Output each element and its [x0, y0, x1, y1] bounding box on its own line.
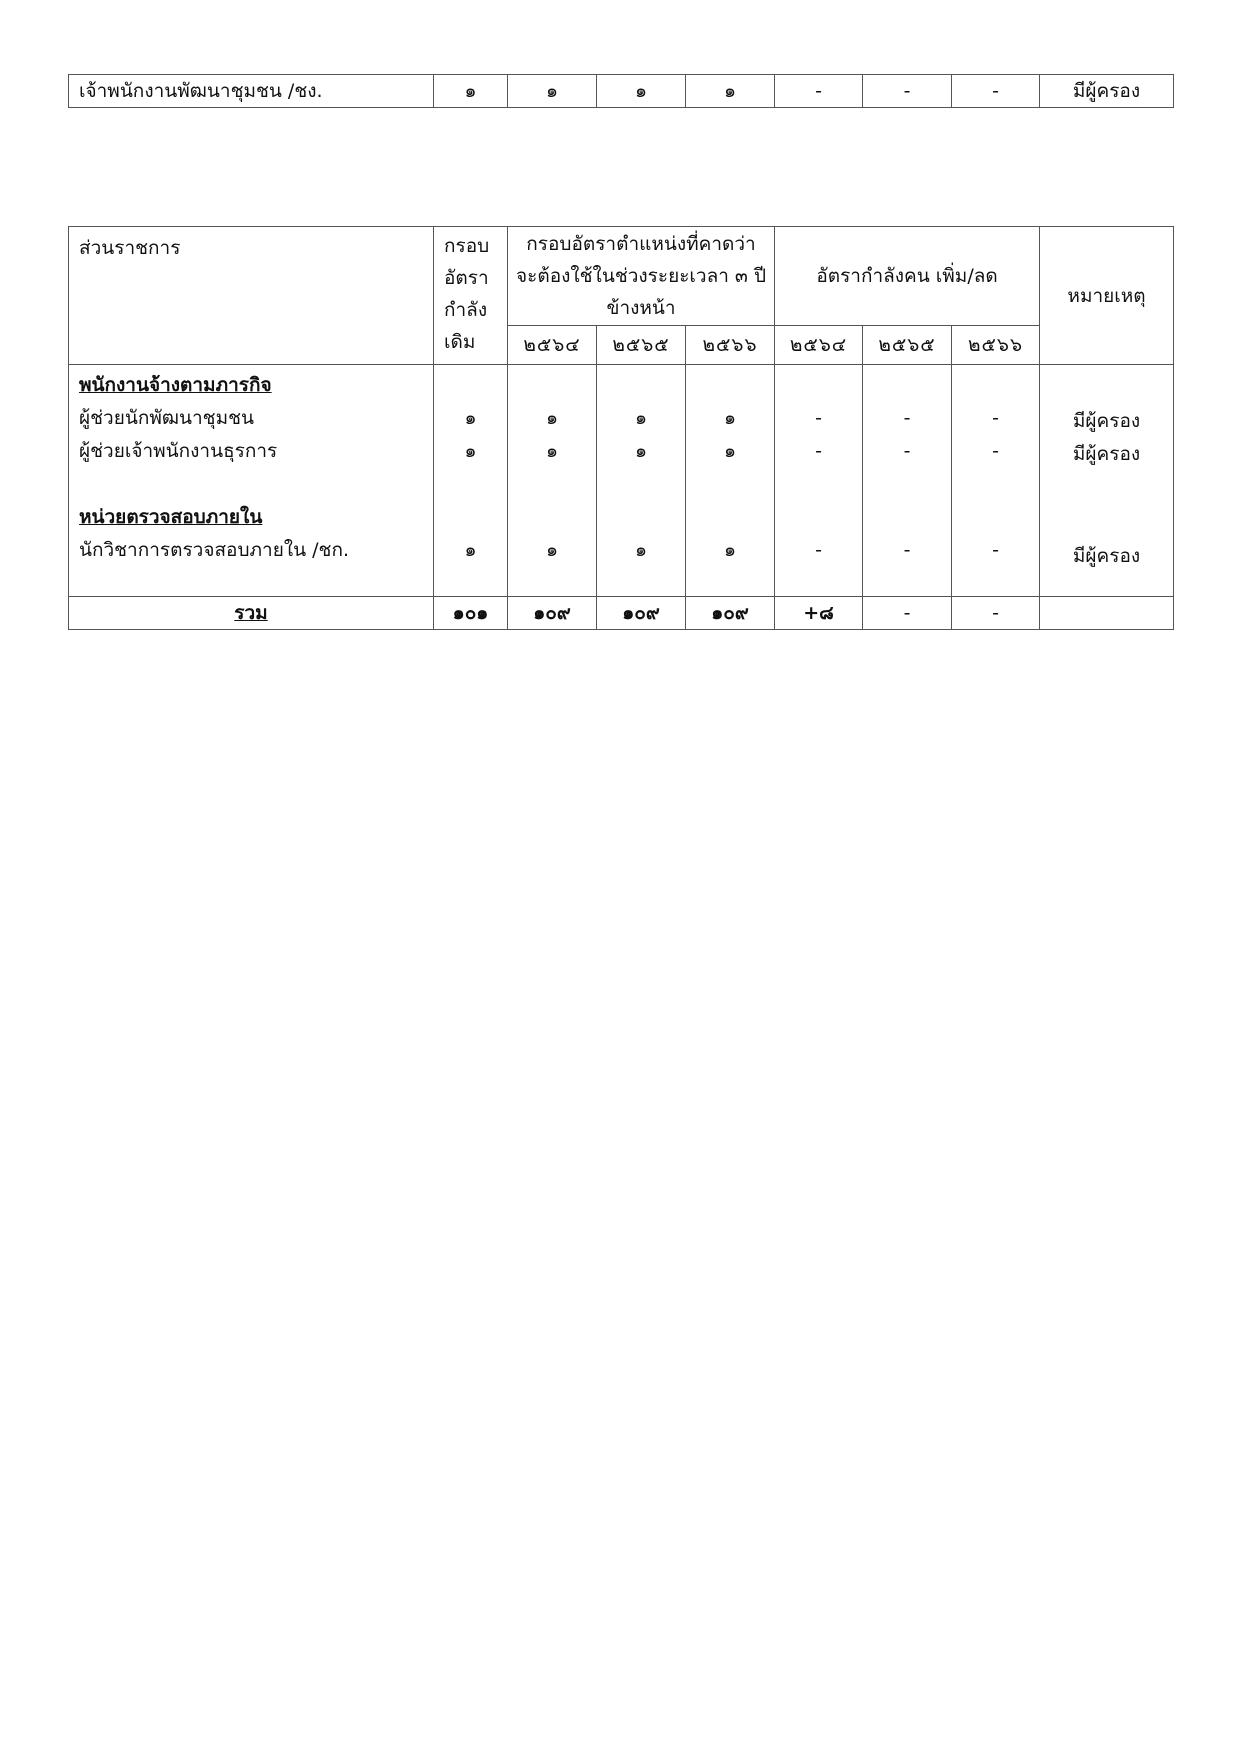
change-2566-column [952, 365, 1040, 597]
remark-value: มีผู้ครอง [1040, 75, 1174, 108]
change-2566-value: - [992, 407, 999, 429]
change-2565-value: - [903, 539, 911, 561]
current-frame-column [434, 365, 508, 597]
remark-value: มีผู้ครอง [1072, 443, 1141, 465]
year-2566-value: ๑ [723, 440, 737, 462]
year-2564-value: ๑ [545, 407, 559, 429]
current-frame-header-line: กำลัง [444, 299, 488, 321]
remark-header: หมายเหตุ [1040, 227, 1174, 365]
change-2564-value: - [815, 407, 822, 429]
year-header: ๒๕๖๔ [508, 326, 597, 365]
section-title: พนักงานจ้างตามภารกิจ [79, 374, 272, 396]
year-2565-value: ๑ [597, 75, 686, 108]
change-2566-value: - [992, 440, 999, 462]
year-2565-column [597, 365, 686, 597]
position-name: นักวิชาการตรวจสอบภายใน /ชก. [79, 539, 349, 561]
total-remark-value [1040, 597, 1174, 630]
department-header: ส่วนราชการ [69, 227, 434, 365]
position-name: ผู้ช่วยนักพัฒนาชุมชน [79, 407, 254, 429]
remark-value: มีผู้ครอง [1072, 410, 1141, 432]
year-2565-value: ๑ [634, 440, 648, 462]
total-change-2564-value: +๘ [775, 597, 863, 630]
current-frame-value: ๑ [434, 75, 508, 108]
year-2566-value: ๑ [686, 75, 775, 108]
change-2566-value: - [992, 539, 999, 561]
total-row [69, 597, 1174, 630]
year-2565-value: ๑ [634, 407, 648, 429]
position-name: ผู้ช่วยเจ้าพนักงานธุรการ [79, 440, 278, 462]
position-name: เจ้าพนักงานพัฒนาชุมชน /ชง. [69, 75, 434, 108]
change-2564-value: - [815, 539, 822, 561]
remark-value: มีผู้ครอง [1072, 545, 1141, 567]
change-2565-value: - [903, 407, 911, 429]
year-2564-value: ๑ [545, 440, 559, 462]
year-header: ๒๕๖๕ [597, 326, 686, 365]
total-current-value: ๑๐๑ [434, 597, 508, 630]
remark-column [1040, 365, 1174, 597]
current-frame-header-line: เดิม [444, 331, 476, 353]
section-title: หน่วยตรวจสอบภายใน [79, 506, 263, 528]
total-change-2566-value: - [952, 597, 1040, 630]
year-header: ๒๕๖๖ [952, 326, 1040, 365]
year-2566-value: ๑ [723, 407, 737, 429]
manpower-table [68, 226, 1174, 630]
carry-over-table [68, 74, 1174, 108]
total-label: รวม [234, 602, 268, 624]
change-2564-value: - [775, 75, 863, 108]
total-change-2565-value: - [863, 597, 952, 630]
change-2565-value: - [903, 440, 911, 462]
change-2565-column [863, 365, 952, 597]
total-2565-value: ๑๐๙ [597, 597, 686, 630]
year-2564-column [508, 365, 597, 597]
expected-frame-header-line: กรอบอัตราตำแหน่งที่คาดว่า [526, 233, 756, 255]
expected-frame-header [508, 227, 775, 326]
year-header: ๒๕๖๔ [775, 326, 863, 365]
total-2566-value: ๑๐๙ [686, 597, 775, 630]
year-2564-value: ๑ [545, 539, 559, 561]
year-2566-value: ๑ [723, 539, 737, 561]
current-frame-header-line: อัตรา [444, 267, 489, 289]
year-header: ๒๕๖๖ [686, 326, 775, 365]
change-header: อัตรากำลังคน เพิ่ม/ลด [775, 227, 1040, 326]
current-frame-header [434, 227, 508, 365]
current-frame-header-line: กรอบ [444, 235, 490, 257]
current-frame-value: ๑ [464, 539, 477, 561]
change-2565-value: - [863, 75, 952, 108]
position-column [69, 365, 434, 597]
table-body-row [69, 365, 1174, 597]
total-2564-value: ๑๐๙ [508, 597, 597, 630]
expected-frame-header-line: ข้างหน้า [606, 297, 676, 319]
change-2564-value: - [815, 440, 822, 462]
current-frame-value: ๑ [464, 407, 477, 429]
total-label-cell [69, 597, 434, 630]
current-frame-value: ๑ [464, 440, 477, 462]
header-row [69, 227, 1174, 326]
expected-frame-header-line: จะต้องใช้ในช่วงระยะเวลา ๓ ปี [516, 265, 767, 287]
table-row [69, 75, 1174, 108]
year-2565-value: ๑ [634, 539, 648, 561]
year-2564-value: ๑ [508, 75, 597, 108]
year-2566-column [686, 365, 775, 597]
change-2564-column [775, 365, 863, 597]
change-2566-value: - [952, 75, 1040, 108]
year-header: ๒๕๖๕ [863, 326, 952, 365]
